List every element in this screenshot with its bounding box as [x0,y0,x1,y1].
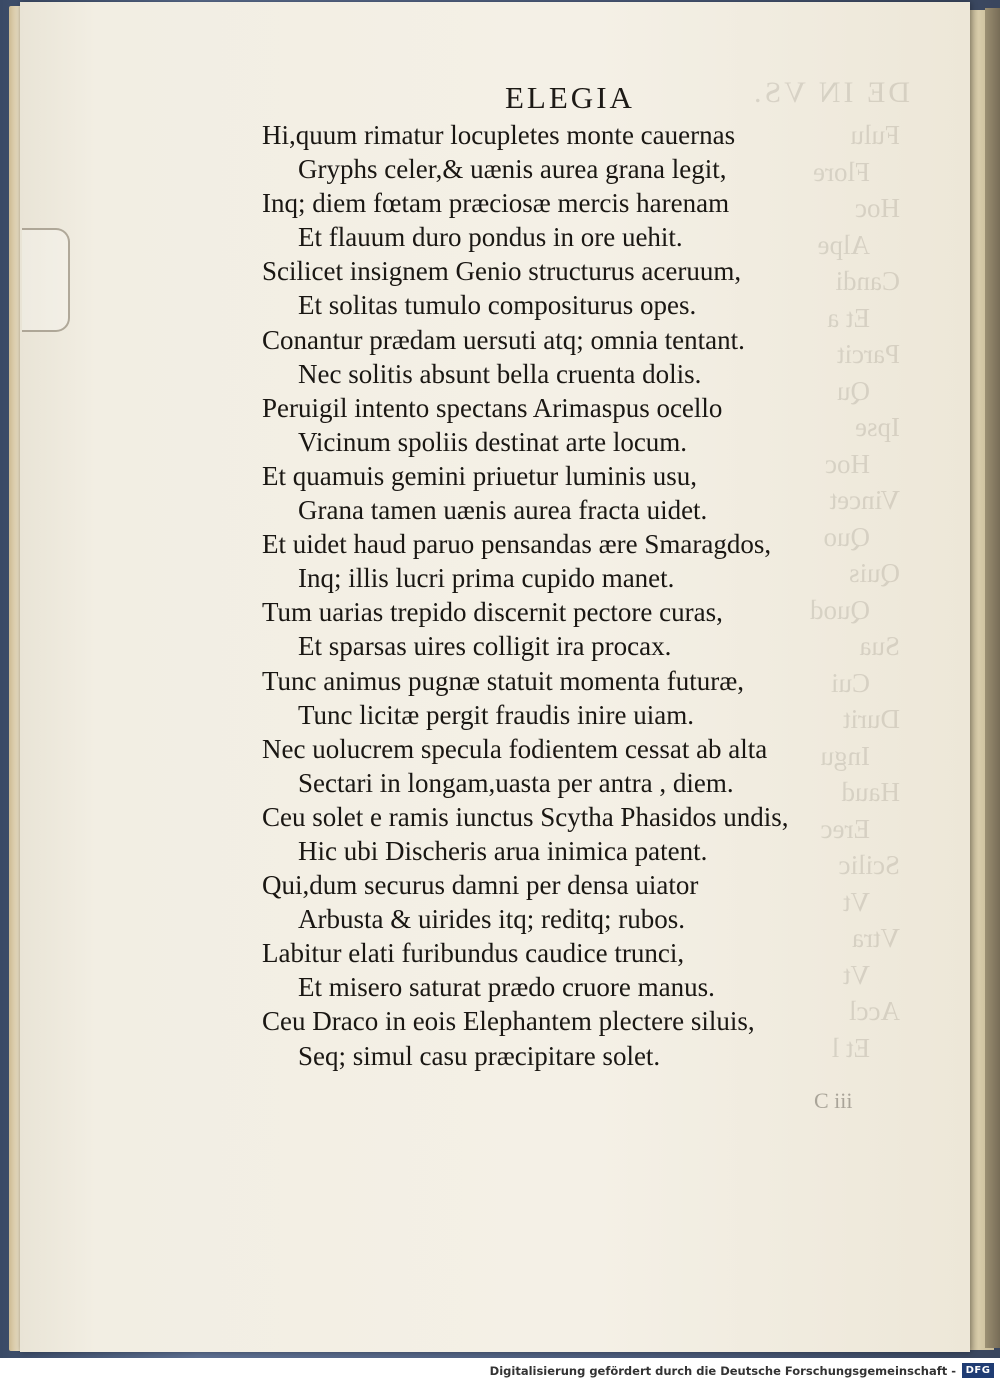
verse-line: Et flauum duro pondus in ore uehit. [298,222,683,253]
verse-line: Sectari in longam,uasta per antra , diem. [298,767,734,798]
verse-line: Vicinum spoliis destinat arte locum. [298,426,688,457]
verse-line: Nec solitis absunt bella cruenta dolis. [298,358,702,389]
verse-line: Tunc licitæ pergit fraudis inire uiam. [298,699,694,730]
verse-line: Et sparsas uires colligit ira procax. [298,631,672,662]
signature-mark: C iii [814,1088,853,1113]
verse-line: Et quamuis gemini priuetur luminis usu, [262,460,697,491]
verse-line: Hic ubi Discheris arua inimica patent. [298,835,708,866]
verse-line: Tunc animus pugnæ statuit momenta futuræ, [262,665,744,696]
verse-block [262,118,788,1073]
page-shadow-edge [985,8,1000,1348]
verse-line: Ceu solet e ramis iunctus Scytha Phasidos undis, [262,801,789,832]
verse-line: Labitur elati furibundus caudice trunci, [262,938,685,969]
verse-line: Et misero saturat prædo cruore manus. [298,972,715,1003]
verse-line: Inq; illis lucri prima cupido manet. [298,563,675,594]
verse-line: Conantur prædam uersuti atq; omnia tentant. [262,324,745,355]
verse-line: Gryphs celer,& uænis aurea grana legit, [298,154,727,185]
verse-line: Qui,dum securus damni per densa uiator [262,870,699,901]
verse-line: Et solitas tumulo compositurus opes. [298,290,697,321]
footer-bar [0,1358,1000,1385]
page-heading: ELEGIA [505,80,635,115]
verse-line: Et uidet haud paruo pensandas ære Smaragdos, [262,529,772,560]
verse-line: Arbusta & uirides itq; reditq; rubos. [298,904,685,935]
verse-line: Nec uolucrem specula fodientem cessat ab alta [262,733,768,764]
verse-line: Ceu Draco in eois Elephantem plectere siluis, [262,1006,755,1037]
dfg-logo-icon: DFG [962,1363,994,1378]
verse-line: Hi,quum rimatur locupletes monte cauernas [262,120,736,150]
page-tab-marker [22,228,70,332]
verse-line: Scilicet insignem Genio structurus aceruum, [262,256,742,287]
verse-line: Tum uarias trepido discernit pectore curas, [262,597,723,628]
verse-line: Inq; diem fœtam præciosæ mercis harenam [262,188,730,219]
verse-line: Seq; simul casu præcipitare solet. [298,1040,661,1071]
footer-credit: Digitalisierung gefördert durch die Deutsche Forschungsgemeinschaft - [489,1364,956,1378]
verse-line: Peruigil intento spectans Arimaspus ocello [262,392,723,423]
verse-line: Grana tamen uænis aurea fracta uidet. [298,495,708,526]
